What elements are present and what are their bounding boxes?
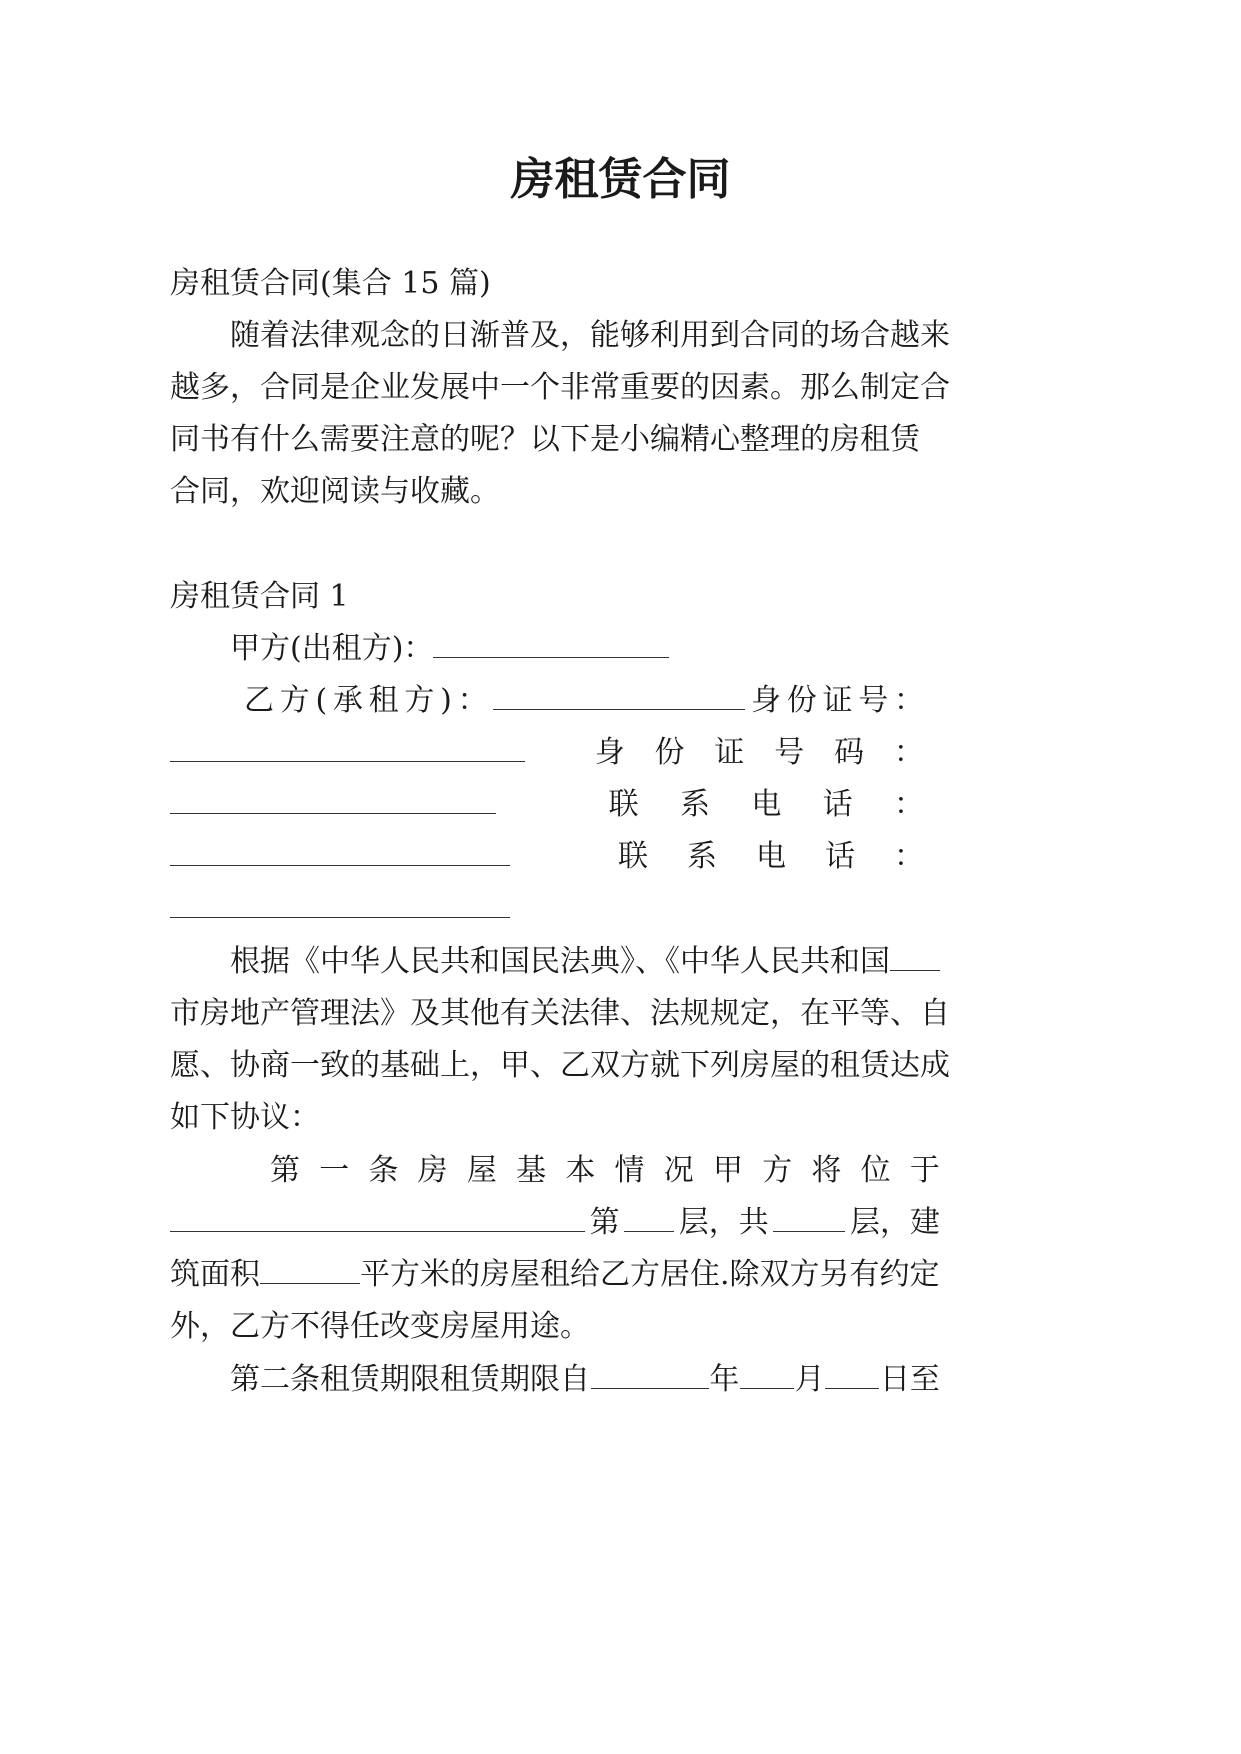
- party-b-char: 租: [368, 683, 399, 718]
- party-b-line: [244, 679, 924, 723]
- article-1-char: 屋: [466, 1153, 497, 1188]
- id-code-char: 码: [834, 735, 865, 770]
- id-code-char: 号: [774, 735, 805, 770]
- phone-char: 系: [679, 787, 710, 822]
- id-char: 份: [786, 683, 817, 718]
- phone-line-1: [170, 783, 924, 827]
- intro-line-3: 同书有什么需要注意的呢？以下是小编精心整理的房租赁: [170, 422, 920, 457]
- intro-text-1: 随着法律观念的日渐普及，能够利用到合同的场合越来: [230, 318, 950, 353]
- party-b-char: 方: [404, 683, 435, 718]
- year-blank: [591, 1362, 709, 1389]
- party-b-char: (: [315, 683, 328, 718]
- basis-line-1: [230, 940, 940, 984]
- phone-char: 联: [608, 787, 639, 822]
- year-label: 年: [709, 1362, 740, 1397]
- floor-mid: 层，共: [678, 1205, 769, 1240]
- phone-char: 话: [822, 787, 853, 822]
- intro-line-2: 越多，合同是企业发展中一个非常重要的因素。那么制定合: [170, 370, 950, 405]
- phone-char: ：: [894, 839, 924, 874]
- party-a-label: 甲方(出租方)：: [230, 631, 434, 666]
- article-1-char: 条: [368, 1153, 399, 1188]
- article-1-char: 方: [762, 1153, 793, 1188]
- floor-suffix: 层，建: [849, 1205, 940, 1240]
- article-1-line-4: 外，乙方不得任改变房屋用途。: [170, 1309, 590, 1344]
- id-code-char: 证: [714, 735, 745, 770]
- phone-char: 话: [825, 839, 855, 874]
- article-1-char: 位: [860, 1153, 891, 1188]
- id-char: 证: [822, 683, 853, 718]
- phone-line-2: [170, 835, 924, 879]
- article-1-char: 甲: [712, 1153, 743, 1188]
- document-subtitle: 房租赁合同(集合 15 篇): [170, 266, 491, 301]
- document-title: 房租赁合同: [510, 154, 731, 205]
- month-label: 月: [794, 1362, 825, 1397]
- phone-blank-2: [170, 891, 510, 918]
- party-b-char: 乙: [244, 683, 274, 718]
- day-to-label: 日至: [879, 1362, 940, 1397]
- id-code-line: [170, 731, 924, 775]
- month-blank: [740, 1362, 794, 1389]
- article-1-char: 一: [319, 1153, 350, 1188]
- article-2-prefix: 第二条租赁期限租赁期限自: [230, 1362, 590, 1397]
- phone-blank-line: [170, 887, 510, 931]
- floor-blank: [624, 1205, 674, 1232]
- id-code-char: 份: [654, 735, 685, 770]
- day-blank: [825, 1362, 879, 1389]
- intro-line-4: 合同，欢迎阅读与收藏。: [170, 474, 500, 509]
- article-1-char: 将: [811, 1153, 842, 1188]
- party-b-char: ): [440, 683, 452, 718]
- article-2-line-1: [230, 1358, 940, 1402]
- basis-line-4: 如下协议：: [170, 1100, 320, 1135]
- article-1-line-2: [170, 1201, 940, 1245]
- party-b-char: ：: [457, 683, 488, 718]
- article-1-char: 情: [614, 1153, 645, 1188]
- article-1-line-3: [170, 1253, 940, 1297]
- phone-blank-1: [170, 839, 510, 866]
- basis-line-3: 愿、协商一致的基础上，甲、乙双方就下列房屋的租赁达成: [170, 1048, 950, 1083]
- party-b-char: 方: [279, 683, 310, 718]
- id-blank: [170, 735, 525, 762]
- section-title: 房租赁合同 1: [170, 579, 349, 614]
- phone-char: 电: [756, 839, 786, 874]
- city-blank: [890, 944, 940, 971]
- id-code-char: ：: [893, 735, 924, 770]
- party-b-char: 承: [332, 683, 363, 718]
- phone-char: 电: [751, 787, 782, 822]
- id-code-char: 身: [594, 735, 625, 770]
- phone-char: 系: [687, 839, 717, 874]
- floor-prefix: 第: [589, 1205, 620, 1240]
- intro-line-1: [230, 314, 950, 358]
- basis-line-2: 市房地产管理法》及其他有关法律、法规规定，在平等、自: [170, 996, 950, 1031]
- id-code-blank: [170, 787, 496, 814]
- basis-text-1: 根据《中华人民共和国民法典》、《中华人民共和国: [230, 944, 890, 979]
- area-suffix: 平方米的房屋租给乙方居住.除双方另有约定: [360, 1257, 940, 1292]
- article-1-char: 于: [909, 1153, 940, 1188]
- party-a-line: [230, 627, 669, 671]
- id-char: ：: [893, 683, 924, 718]
- area-blank: [260, 1257, 360, 1284]
- article-1-char: 基: [516, 1153, 547, 1188]
- address-blank: [170, 1205, 585, 1232]
- id-char: 身: [751, 683, 782, 718]
- area-prefix: 筑面积: [170, 1257, 260, 1292]
- id-char: 号: [858, 683, 889, 718]
- article-1-char: 况: [663, 1153, 694, 1188]
- article-1-line-1: [270, 1149, 940, 1193]
- article-1-char: 本: [565, 1153, 596, 1188]
- article-1-char: 房: [417, 1153, 448, 1188]
- total-floors-blank: [773, 1205, 845, 1232]
- phone-char: 联: [618, 839, 648, 874]
- party-b-blank: [493, 683, 745, 710]
- article-1-char: 第: [270, 1153, 300, 1188]
- party-a-blank: [433, 631, 669, 658]
- phone-char: ：: [893, 787, 924, 822]
